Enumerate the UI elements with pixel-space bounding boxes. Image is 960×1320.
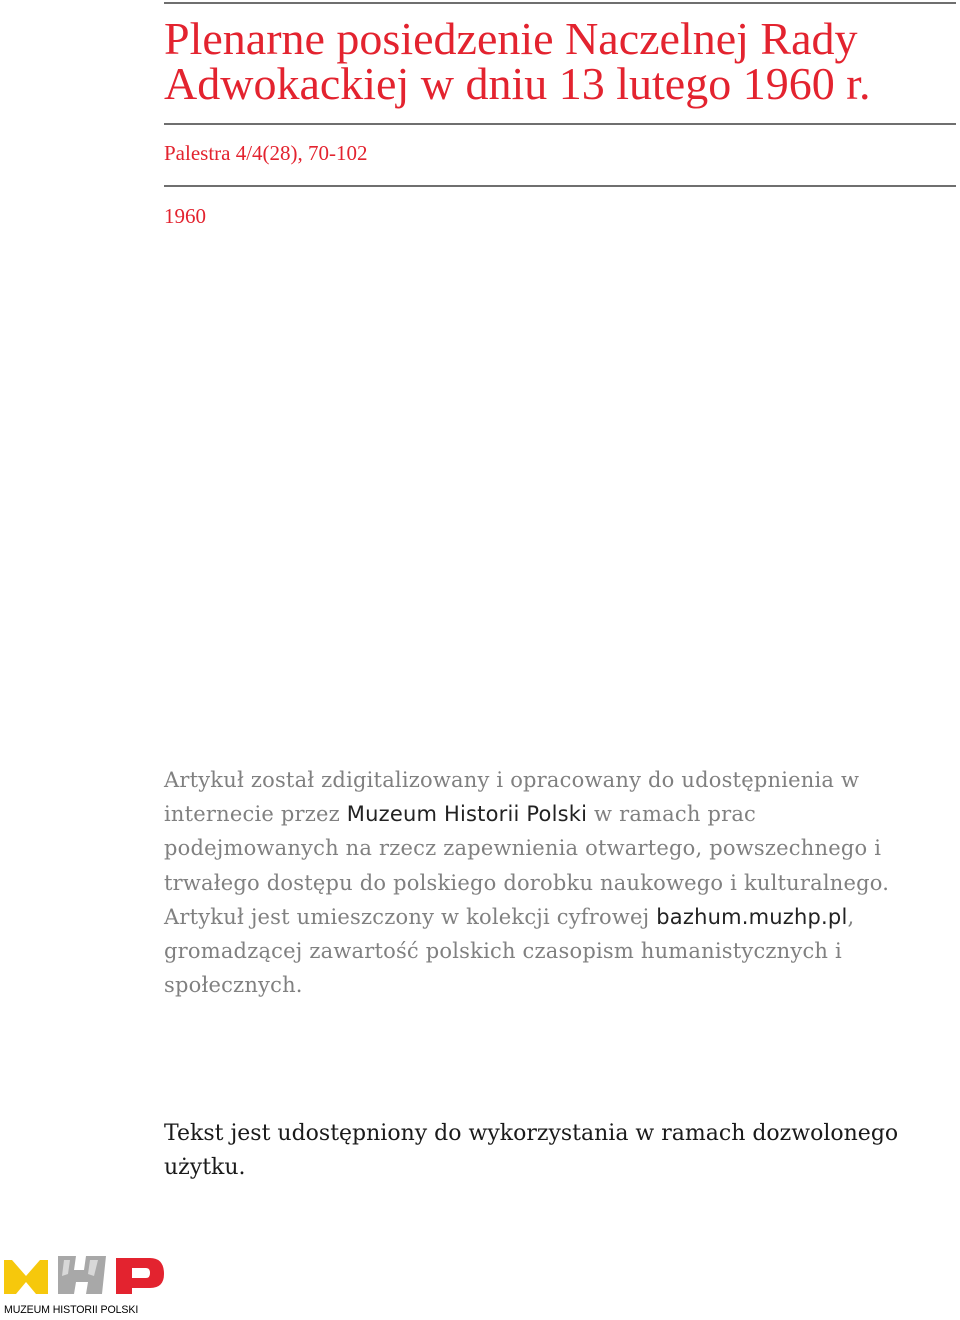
document-title: Plenarne posiedzenie Naczelnej Rady Adwokackiej w dniu 13 lutego 1960 r. (164, 13, 871, 109)
notice-text-part2: w ramach prac podejmowanych na rzecz zapewnienia otwartego, powszechnego i trwałego dostępu do polskiego dorobku naukowego i kulturalnego. Artykuł jest umieszczony w kolekcji cyfrowej (164, 802, 890, 929)
museum-logo (4, 1254, 168, 1318)
collection-link[interactable]: bazhum.muzhp.pl (656, 904, 848, 929)
logo-p-counter (132, 1268, 150, 1278)
publication-year: 1960 (164, 204, 206, 228)
logo-caption: MUZEUM HISTORII POLSKI (4, 1304, 139, 1316)
source-citation: Palestra 4/4(28), 70-102 (164, 141, 368, 165)
museum-name: Muzeum Historii Polski (346, 802, 588, 827)
top-divider (164, 2, 956, 4)
museum-logo-mark (4, 1254, 168, 1304)
notice-text-part3: , gromadzącej zawartość polskich czasopism humanistycznych i społecznych. (164, 904, 855, 998)
license-notice: Tekst jest udostępniony do wykorzystania w ramach dozwolonego użytku. (164, 1121, 899, 1180)
title-divider (164, 123, 956, 125)
digitization-notice (164, 763, 924, 1002)
source-divider (164, 185, 956, 187)
notice-text-part1: Artykuł został zdigitalizowany i opracowany do udostępnienia w internecie przez (164, 768, 860, 827)
